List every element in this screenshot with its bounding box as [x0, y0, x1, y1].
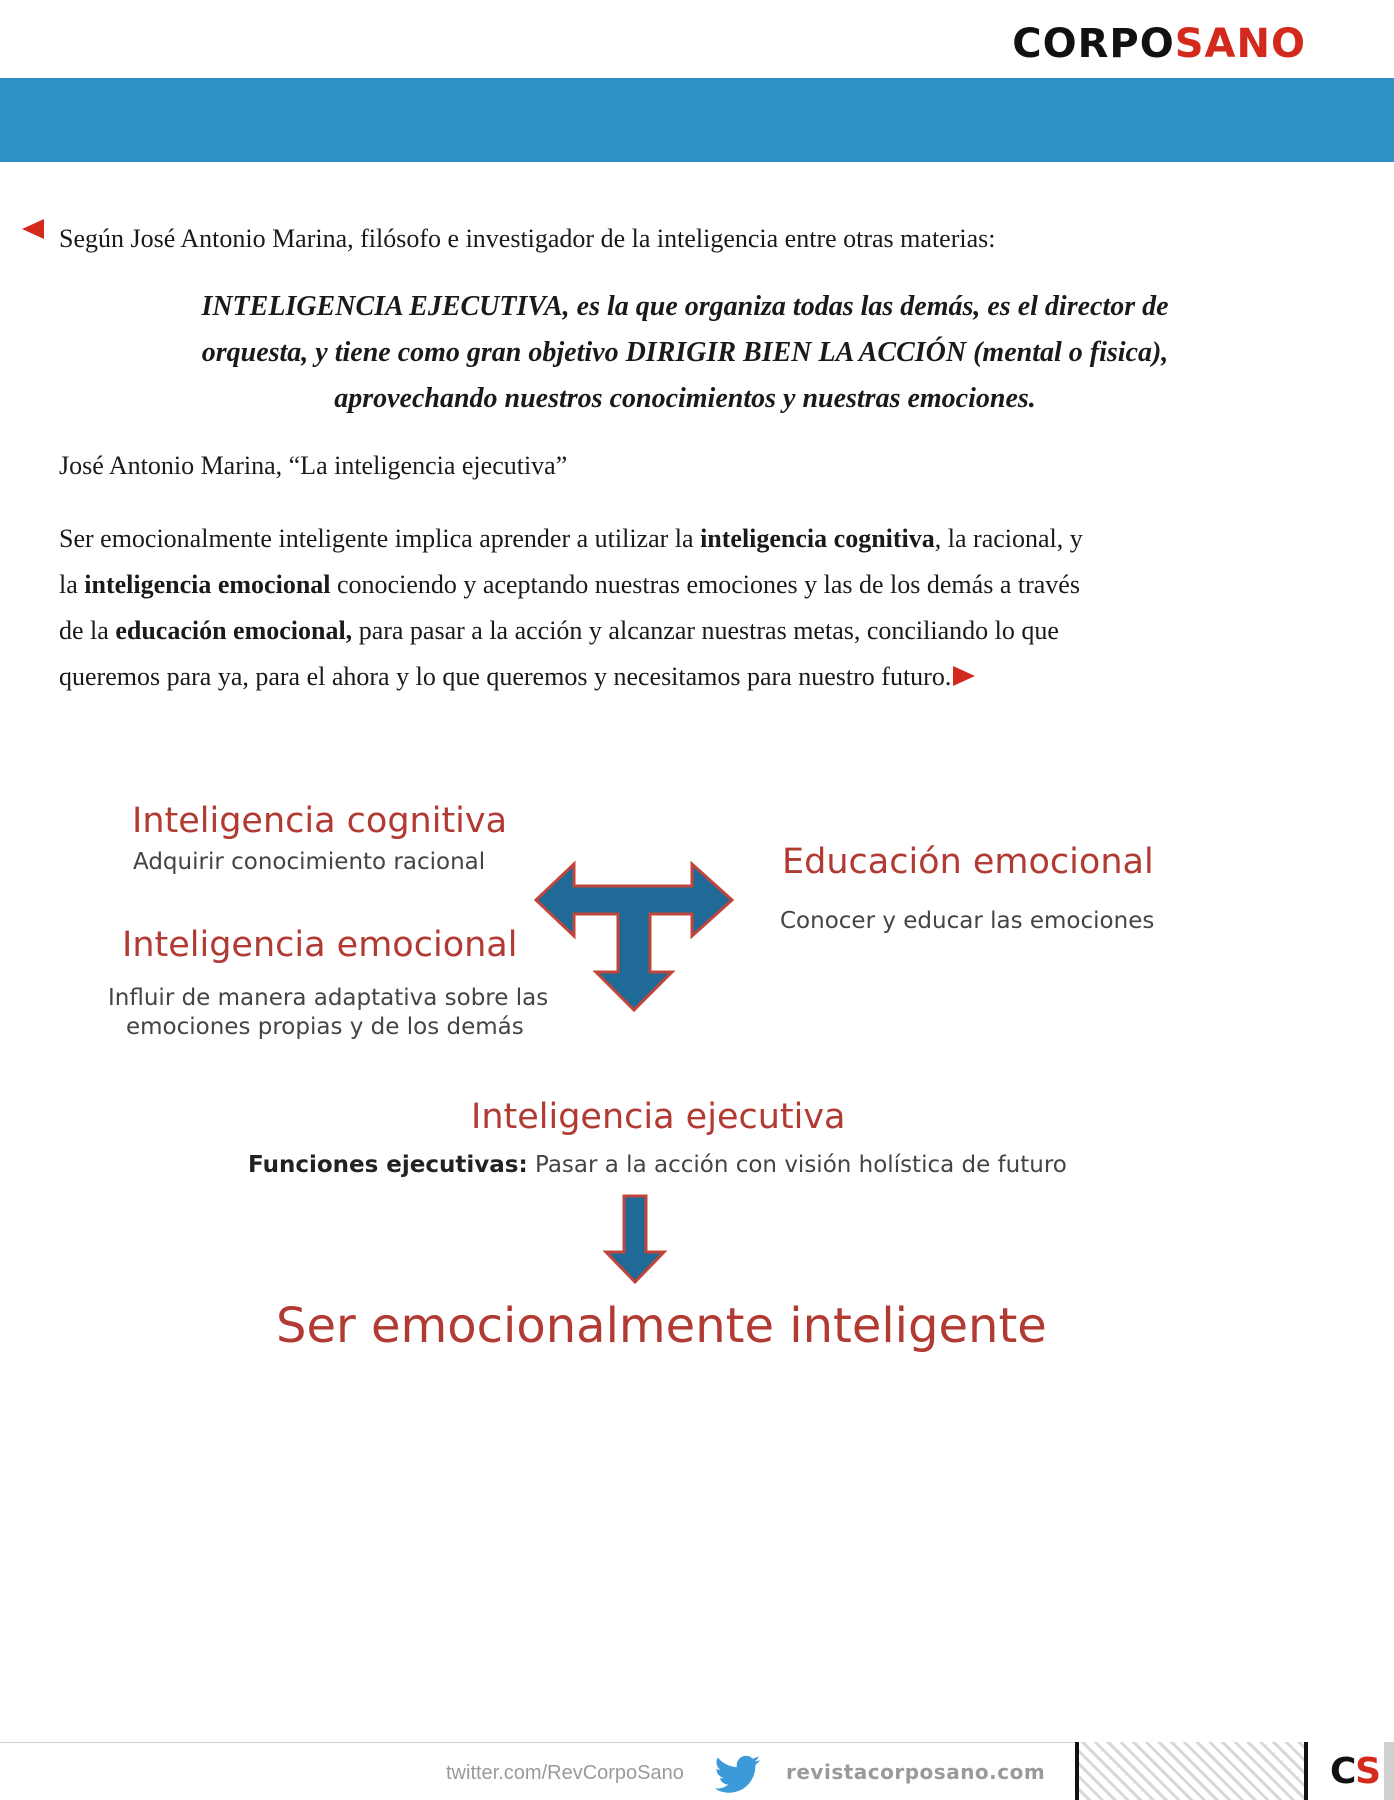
footer-cs-logo — [1330, 1752, 1379, 1792]
footer-logo-part1: C — [1330, 1751, 1356, 1792]
left-triangle-marker-icon — [22, 219, 44, 239]
quote-line: aprovechando nuestros conocimientos y nuestras emociones. — [334, 383, 1036, 414]
emocional-subtitle-line1: Influir de manera adaptativa sobre las — [108, 985, 549, 1011]
paragraph-line — [59, 516, 1289, 562]
body-paragraph — [59, 516, 1289, 700]
footer-edge — [1384, 1742, 1394, 1800]
bold-term: educación emocional, — [115, 616, 353, 645]
footer-twitter-link[interactable]: twitter.com/RevCorpoSano — [446, 1762, 684, 1784]
text-run: , la racional, y — [934, 524, 1083, 553]
paragraph-line — [59, 608, 1289, 654]
footer-hatch-pattern — [1075, 1742, 1308, 1800]
quote-line: orquesta, y tiene como gran objetivo DIRIGIR BIEN LA ACCIÓN (mental o fisica), — [201, 337, 1169, 368]
text-run: para pasar a la acción y alcanzar nuestras metas, conciliando lo que — [352, 616, 1059, 645]
text-run: Ser emocionalmente inteligente implica aprender a utilizar la — [59, 524, 701, 553]
quote-line: INTELIGENCIA EJECUTIVA, es la que organiza todas las demás, es el director de — [201, 291, 1169, 322]
emocional-subtitle-line2: emociones propias y de los demás — [126, 1014, 524, 1040]
bold-term: inteligencia emocional — [84, 570, 331, 599]
twitter-bird-icon[interactable] — [714, 1754, 762, 1794]
brand-logo-part2: SANO — [1174, 21, 1306, 67]
ejecutiva-title: Inteligencia ejecutiva — [471, 1097, 846, 1137]
brand-logo-part1: CORPO — [1012, 21, 1175, 67]
t-arrow-icon — [530, 858, 740, 1016]
down-arrow-icon — [600, 1194, 670, 1286]
quote-source: José Antonio Marina, “La inteligencia ejecutiva” — [59, 451, 568, 480]
footer-website-link[interactable]: revistacorposano.com — [786, 1760, 1046, 1784]
text-run: de la — [59, 616, 116, 645]
pull-quote — [70, 284, 1300, 422]
paragraph-line — [59, 654, 1289, 700]
ejecutiva-description: Pasar a la acción con visión holística de futuro — [527, 1152, 1067, 1178]
bold-term: inteligencia cognitiva — [700, 524, 935, 553]
footer-logo-part2: S — [1355, 1751, 1380, 1792]
text-run: conociendo y aceptando nuestras emociones y las de los demás a través — [330, 570, 1080, 599]
emocional-title: Inteligencia emocional — [122, 925, 518, 965]
header-banner — [0, 78, 1394, 162]
text-run: queremos para ya, para el ahora y lo que queremos y necesitamos para nuestro futuro. — [59, 662, 952, 691]
educacion-title: Educación emocional — [782, 842, 1154, 882]
right-triangle-marker-icon — [953, 666, 975, 686]
text-run: la — [59, 570, 85, 599]
cognitiva-subtitle: Adquirir conocimiento racional — [133, 849, 486, 875]
intro-text: Según José Antonio Marina, filósofo e investigador de la inteligencia entre otras materias: — [59, 224, 996, 253]
result-title: Ser emocionalmente inteligente — [276, 1298, 1047, 1354]
footer-divider — [0, 1742, 1075, 1743]
paragraph-line — [59, 562, 1289, 608]
ejecutiva-subtitle — [248, 1150, 1067, 1180]
brand-logo — [1012, 22, 1306, 66]
ejecutiva-label: Funciones ejecutivas: — [248, 1152, 528, 1178]
cognitiva-title: Inteligencia cognitiva — [132, 801, 508, 841]
educacion-subtitle: Conocer y educar las emociones — [780, 908, 1155, 934]
